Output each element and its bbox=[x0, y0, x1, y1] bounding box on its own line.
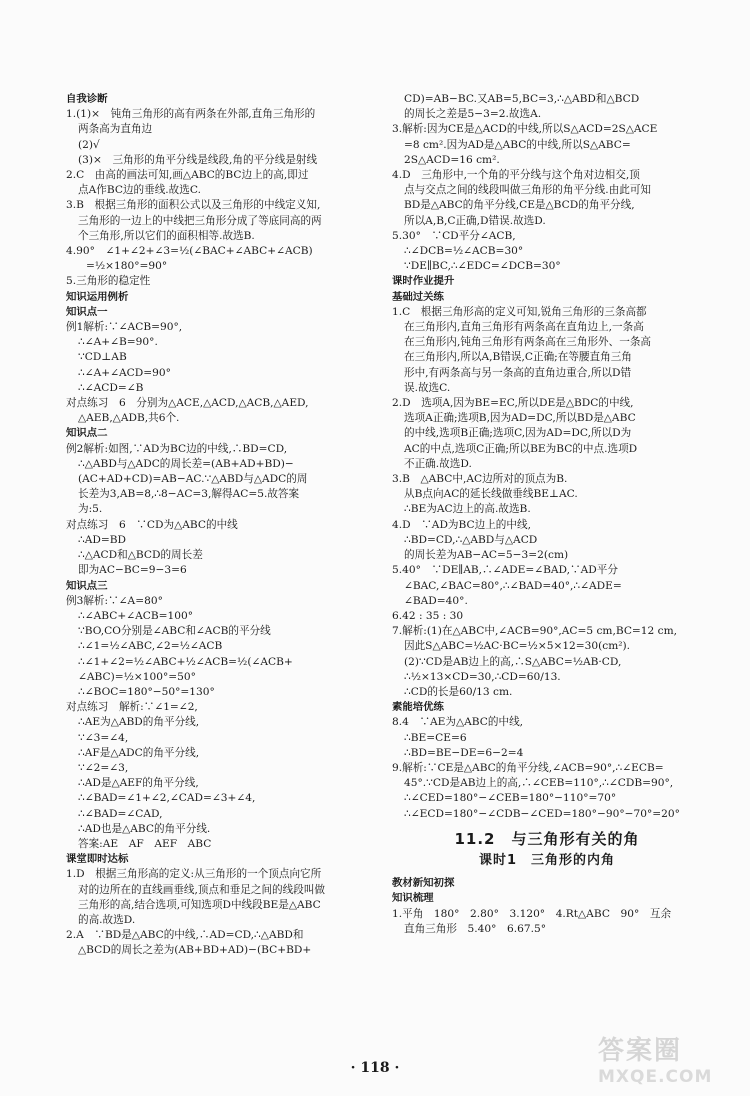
text-line: 对的边所在的直线画垂线,顶点和垂足之间的线段叫做 bbox=[78, 883, 326, 896]
text-line: 即为AC−BC=9−3=6 bbox=[78, 564, 187, 577]
page-number: · 118 · bbox=[350, 1060, 400, 1076]
text-line: 4.90° ∠1+∠2+∠3=½(∠BAC+∠ABC+∠ACB) bbox=[66, 245, 313, 258]
text-line: 1.平角 180° 2.80° 3.120° 4.Rt△ABC 90° 互余 bbox=[392, 907, 672, 920]
text-line: ∴∠A+∠B=90°. bbox=[78, 336, 158, 349]
text-line: 点与交点之间的线段叫做三角形的角平分线.由此可知 bbox=[404, 184, 652, 197]
text-line: ∴AD也是△ABC的角平分线. bbox=[78, 822, 211, 835]
text-line: 3.B △ABC中,AC边所对的顶点为B. bbox=[392, 473, 568, 486]
section-heading: 课堂即时达标 bbox=[66, 853, 129, 866]
section-heading: 素能培优练 bbox=[392, 701, 444, 714]
text-line: ∴△ACD和△BCD的周长差 bbox=[78, 549, 203, 562]
text-line: 在三角形内,直角三角形有两条高在直角边上,一条高 bbox=[404, 321, 644, 334]
text-line: BD是△ABC的角平分线,CE是△BCD的角平分线, bbox=[404, 199, 635, 212]
section-heading: 知识点三 bbox=[66, 579, 108, 592]
text-line: AC的中点,选项C正确;所以BE为BC的中点.选项D bbox=[404, 442, 638, 455]
text-line: △AEB,△ADB,共6个. bbox=[78, 412, 180, 425]
text-line: 2.D 选项A,因为BE=EC,所以DE是△BDC的中线, bbox=[392, 397, 634, 410]
text-line: ∠ABC)=½×100°=50° bbox=[78, 670, 196, 683]
text-line: ∴∠ECD=180°−∠CDB−∠CED=180°−90°−70°=20° bbox=[404, 807, 680, 820]
text-line: 答案:AE AF AEF ABC bbox=[78, 837, 212, 850]
text-line: CD)=AB−BC.又AB=5,BC=3,∴△ABD和△BCD bbox=[404, 93, 640, 105]
text-line: ∴AD=BD bbox=[78, 533, 127, 546]
text-line: ∴∠1+∠2=½∠ABC+½∠ACB=½(∠ACB+ bbox=[78, 655, 293, 668]
text-line: 2S△ACD=16 cm². bbox=[404, 153, 500, 166]
text-line: 例3解析:∵∠A=80° bbox=[66, 594, 163, 607]
text-line: ∴∠BOC=180°−50°=130° bbox=[78, 685, 215, 698]
text-line: 45°.∵CD是AB边上的高,∴∠CEB=110°,∴∠CDB=90°, bbox=[404, 777, 674, 790]
text-line: 对点练习 解析:∵∠1=∠2, bbox=[66, 701, 198, 714]
text-line: ∴△ABD与△ADC的周长差=(AB+AD+BD)− bbox=[78, 457, 294, 470]
text-line: ∵DE∥BC,∴∠EDC=∠DCB=30° bbox=[404, 260, 561, 273]
text-line: (AC+AD+CD)=AB−AC.∵△ABD与△ADC的周 bbox=[78, 473, 308, 486]
text-line: 3.B 根据三角形的面积公式以及三角形的中线定义知, bbox=[66, 199, 321, 212]
text-line: ∴∠ACD=∠B bbox=[78, 381, 144, 394]
text-line: 4.D 三角形中,一个角的平分线与这个角对边相交,顶 bbox=[392, 169, 640, 182]
section-heading: 知识运用例析 bbox=[66, 290, 129, 303]
text-line: ∴∠ABC+∠ACB=100° bbox=[78, 609, 194, 622]
text-line: ∵∠2=∠3, bbox=[78, 761, 129, 774]
text-line: 5.40° ∵DE∥AB,∴∠ADE=∠BAD,∵AD平分 bbox=[392, 564, 618, 577]
text-line: ∴AF是△ADC的角平分线, bbox=[78, 746, 200, 759]
text-line: 点A作BC边的垂线.故选C. bbox=[78, 184, 201, 197]
text-line: ∵∠3=∠4, bbox=[78, 731, 129, 744]
text-line: 8.4 ∵AE为△ABC的中线, bbox=[392, 716, 524, 729]
text-line: 在三角形内,所以A,B错误,C正确;在等腰直角三角 bbox=[404, 351, 632, 364]
text-line: 长差为3,AB=8,∴8−AC=3,解得AC=5.故答案 bbox=[78, 488, 300, 501]
text-line: 的中线,选项B正确;选项C,因为AD=DC,所以D为 bbox=[404, 427, 632, 440]
text-line: ∠BAC,∠BAC=80°,∴∠BAD=40°,∴∠ADE= bbox=[404, 579, 622, 592]
section-heading: 知识点二 bbox=[66, 427, 108, 440]
text-line: 的周长之差是5−3=2.故选A. bbox=[404, 108, 542, 121]
text-line: 因此S△ABC=½AC·BC=½×5×12=30(cm²). bbox=[404, 640, 631, 653]
text-line: ∴½×13×CD=30,∴CD=60/13. bbox=[404, 670, 561, 683]
text-line: 对点练习 6 分别为△ACE,△ACD,△ACB,△AED, bbox=[66, 397, 309, 410]
after-title-block bbox=[392, 876, 702, 937]
watermark-url: MXQE.COM bbox=[598, 1067, 713, 1087]
text-line: 的周长差为AB−AC=5−3=2(cm) bbox=[404, 549, 569, 562]
section-heading: 教材新知初探 bbox=[392, 877, 455, 890]
text-line: (3)× 三角形的角平分线是线段,角的平分线是射线 bbox=[78, 153, 318, 166]
text-line: ∴∠BAD=∠CAD, bbox=[78, 807, 163, 820]
section-title: 11.2 与三角形有关的角 bbox=[454, 829, 640, 848]
text-line: (2)√ bbox=[78, 138, 100, 151]
text-line: ∴∠CED=180°−∠CEB=180°−110°=70° bbox=[404, 792, 617, 805]
text-line: ∴BD=BE−DE=6−2=4 bbox=[404, 746, 524, 759]
text-line: ∴∠BAD=∠1+∠2,∠CAD=∠3+∠4, bbox=[78, 792, 256, 805]
text-line: 三角形的一边上的中线把三角形分成了等底同高的两 bbox=[78, 214, 322, 227]
section-heading: 课时作业提升 bbox=[392, 275, 455, 288]
text-line: 4.D ∵AD为BC边上的中线, bbox=[392, 518, 531, 531]
text-line: ∴BD=CD,∴△ABD与△ACD bbox=[404, 533, 538, 546]
text-line: 为:5. bbox=[78, 503, 103, 516]
text-line: 对点练习 6 ∵CD为△ABC的中线 bbox=[66, 518, 238, 531]
text-line: 例2解析:如图,∵AD为BC边的中线,∴BD=CD, bbox=[66, 442, 288, 455]
text-line: 形中,有两条高与另一条高的直角边重合,所以D错 bbox=[404, 366, 632, 379]
text-line: 1.(1)× 钝角三角形的高有两条在外部,直角三角形的 bbox=[66, 108, 316, 121]
text-line: 三角形的高,结合选项,可知选项D中线段BE是△ABC bbox=[78, 898, 321, 911]
text-line: 2.C 由高的画法可知,画△ABC的BC边上的高,即过 bbox=[66, 169, 309, 182]
text-line: ∴∠A+∠ACD=90° bbox=[78, 366, 171, 379]
section-heading: 知识梳理 bbox=[392, 892, 434, 905]
text-line: ∴AE为△ABD的角平分线, bbox=[78, 716, 200, 729]
text-line: 7.解析:(1)在△ABC中,∠ACB=90°,AC=5 cm,BC=12 cm, bbox=[392, 625, 677, 638]
text-line: (2)∵CD是AB边上的高,∴S△ABC=½AB·CD, bbox=[404, 655, 622, 668]
text-line: 5.三角形的稳定性 bbox=[66, 275, 151, 288]
text-line: 的高.故选D. bbox=[78, 913, 136, 926]
text-line: ∴AD是△AEF的角平分线, bbox=[78, 777, 199, 790]
right-column-answers bbox=[392, 92, 702, 822]
text-line: ∴∠DCB=½∠ACB=30° bbox=[404, 245, 524, 258]
text-line: ∴CD的长是60/13 cm. bbox=[404, 685, 513, 698]
text-line: =8 cm².因为AD是△ABC的中线,所以S△ABC= bbox=[404, 138, 631, 151]
text-line: 6.42 : 35 : 30 bbox=[392, 609, 464, 622]
section-heading: 知识点一 bbox=[66, 305, 108, 318]
text-line: 选项A正确;选项B,因为AD=DC,所以BD是△ABC bbox=[404, 412, 636, 425]
right-column bbox=[392, 92, 702, 937]
watermark-logo-text: 答案圈 bbox=[598, 1036, 683, 1066]
text-line: 两条高为直角边 bbox=[78, 123, 153, 136]
text-line: 1.C 根据三角形高的定义可知,锐角三角形的三条高都 bbox=[392, 305, 647, 318]
text-line: ∵BO,CO分别是∠ABC和∠ACB的平分线 bbox=[78, 625, 271, 638]
text-line: 从B点向AC的延长线做垂线BE⊥AC. bbox=[404, 488, 578, 501]
watermark-logo bbox=[598, 1030, 748, 1092]
text-line: ∵CD⊥AB bbox=[78, 351, 127, 364]
text-line: 9.解析:∵CE是△ABC的角平分线,∠ACB=90°,∴∠ECB= bbox=[392, 761, 664, 774]
text-line: 直角三角形 5.40° 6.67.5° bbox=[404, 922, 547, 935]
text-line: 5.30° ∵CD平分∠ACB, bbox=[392, 229, 516, 242]
text-line: 例1解析:∵∠ACB=90°, bbox=[66, 321, 183, 334]
text-line: 1.D 根据三角形高的定义:从三角形的一个顶点向它所 bbox=[66, 868, 322, 881]
text-line: 2.A ∵BD是△ABC的中线,∴AD=CD,∴△ABD和 bbox=[66, 929, 304, 942]
lesson-title: 课时1 三角形的内角 bbox=[478, 852, 616, 868]
text-line: 3.解析:因为CE是△ACD的中线,所以S△ACD=2S△ACE bbox=[392, 123, 658, 136]
text-line: 不正确.故选D. bbox=[404, 457, 472, 470]
text-line: =½×180°=90° bbox=[86, 260, 168, 273]
text-line: ∠BAD=40°. bbox=[404, 594, 468, 607]
text-line: 所以A,B,C正确,D错误.故选D. bbox=[404, 214, 546, 227]
text-line: △BCD的周长之差为(AB+BD+AD)−(BC+BD+ bbox=[78, 944, 312, 957]
text-line: ∴BE=CE=6 bbox=[404, 731, 467, 744]
text-line: ∴BE为AC边上的高.故选B. bbox=[404, 503, 531, 516]
left-column bbox=[66, 92, 384, 959]
text-line: ∴∠1=½∠ABC,∠2=½∠ACB bbox=[78, 640, 223, 653]
text-line: 误.故选C. bbox=[404, 381, 451, 394]
section-heading: 自我诊断 bbox=[66, 93, 108, 105]
text-line: 在三角形内,钝角三角形有两条高在三角形外、一条高 bbox=[404, 336, 652, 349]
text-line: 个三角形,所以它们的面积相等.故选B. bbox=[78, 229, 255, 242]
section-heading: 基础过关练 bbox=[392, 290, 444, 303]
